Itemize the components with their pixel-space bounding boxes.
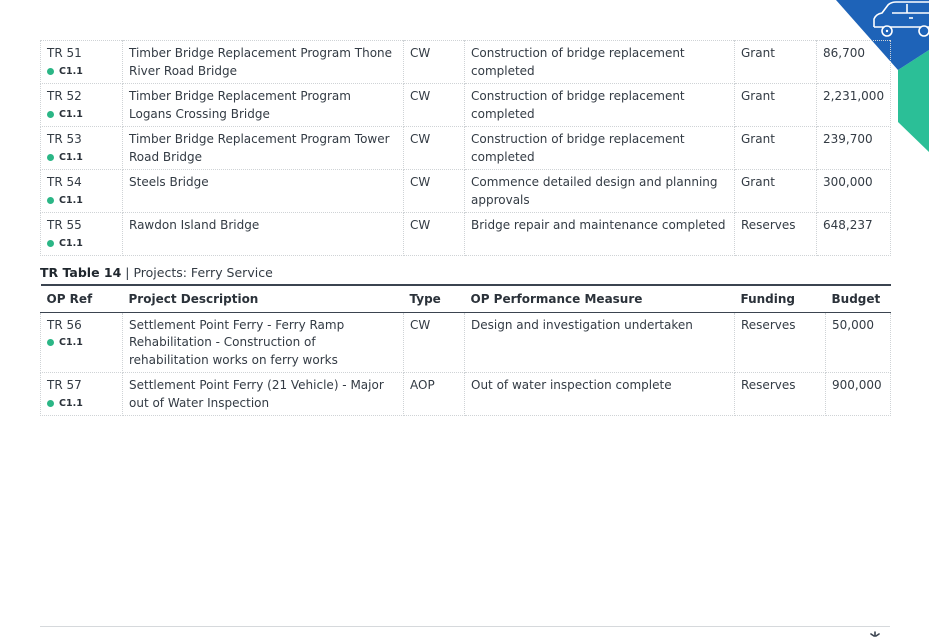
status-dot-icon — [47, 111, 54, 118]
objective-code-label: C1.1 — [59, 194, 83, 206]
header-funding: Funding — [740, 292, 796, 306]
header-op-ref: OP Ref — [46, 292, 93, 306]
type-cell: CW — [404, 84, 465, 127]
op-ref-cell — [41, 373, 123, 416]
budget-cell: 239,700 — [817, 127, 891, 170]
budget-cell: 86,700 — [817, 41, 891, 84]
status-dot-icon — [47, 154, 54, 161]
performance-measure-cell: Design and investigation undertaken — [465, 312, 735, 373]
op-ref: TR 57 — [47, 378, 82, 392]
objective-code — [47, 63, 116, 81]
budget-cell: 50,000 — [826, 312, 891, 373]
objective-code-label: C1.1 — [59, 151, 83, 163]
funding-cell: Reserves — [735, 312, 826, 373]
op-ref-cell — [41, 170, 123, 213]
budget-cell: 2,231,000 — [817, 84, 891, 127]
op-ref: TR 51 — [47, 46, 82, 60]
road-bridges-table — [40, 40, 891, 256]
objective-code-label: C1.1 — [59, 337, 83, 348]
op-ref-cell — [41, 127, 123, 170]
table-row — [41, 127, 891, 170]
objective-code-label: C1.1 — [59, 237, 83, 249]
ferry-service-table — [40, 284, 891, 416]
type-cell: CW — [404, 127, 465, 170]
objective-code — [47, 106, 116, 124]
performance-measure-cell: Commence detailed design and planning approvals — [465, 170, 735, 213]
table-row — [41, 41, 891, 84]
funding-cell: Grant — [735, 170, 817, 213]
performance-measure-cell: Out of water inspection complete — [465, 373, 735, 416]
op-ref: TR 53 — [47, 132, 82, 146]
objective-code-label: C1.1 — [59, 108, 83, 120]
project-description-cell: Timber Bridge Replacement Program Tower Road Bridge — [123, 127, 404, 170]
op-ref: TR 52 — [47, 89, 82, 103]
objective-code-label: C1.1 — [59, 65, 83, 77]
project-description-cell: Settlement Point Ferry (21 Vehicle) - Major out of Water Inspection — [123, 373, 404, 416]
budget-cell: 648,237 — [817, 213, 891, 256]
table-caption — [40, 265, 273, 280]
type-cell: CW — [404, 213, 465, 256]
objective-code — [47, 192, 116, 210]
table-row — [41, 312, 891, 373]
budget-cell: 900,000 — [826, 373, 891, 416]
logo-mark-icon — [868, 631, 882, 641]
op-ref: TR 55 — [47, 218, 82, 232]
op-ref-cell — [41, 312, 123, 373]
op-ref: TR 56 — [47, 317, 82, 332]
type-cell: CW — [404, 312, 465, 373]
status-dot-icon — [47, 197, 54, 204]
status-dot-icon — [47, 240, 54, 247]
type-cell: CW — [404, 170, 465, 213]
performance-measure-cell: Construction of bridge replacement completed — [465, 41, 735, 84]
performance-measure-cell: Construction of bridge replacement completed — [465, 127, 735, 170]
op-ref-cell — [41, 41, 123, 84]
status-dot-icon — [47, 339, 54, 346]
objective-code — [47, 334, 116, 352]
table-row — [41, 84, 891, 127]
funding-cell: Grant — [735, 41, 817, 84]
budget-cell: 300,000 — [817, 170, 891, 213]
op-ref: TR 54 — [47, 175, 82, 189]
caption-label: TR Table 14 — [40, 265, 122, 280]
table-row — [41, 213, 891, 256]
performance-measure-cell: Construction of bridge replacement completed — [465, 84, 735, 127]
funding-cell: Reserves — [735, 213, 817, 256]
funding-cell: Grant — [735, 127, 817, 170]
funding-cell: Reserves — [735, 373, 826, 416]
objective-code — [47, 395, 116, 413]
objective-code-label: C1.1 — [59, 397, 83, 409]
objective-code — [47, 149, 116, 167]
status-dot-icon — [47, 68, 54, 75]
header-budget: Budget — [831, 292, 881, 306]
header-performance-measure: OP Performance Measure — [470, 292, 643, 306]
objective-code — [47, 235, 116, 253]
table-body — [41, 41, 891, 256]
project-description-cell: Rawdon Island Bridge — [123, 213, 404, 256]
project-description-cell: Timber Bridge Replacement Program Logans Crossing Bridge — [123, 84, 404, 127]
table-body — [41, 312, 891, 416]
table-row — [41, 170, 891, 213]
funding-cell: Grant — [735, 84, 817, 127]
performance-measure-cell: Bridge repair and maintenance completed — [465, 213, 735, 256]
project-description-cell: Settlement Point Ferry - Ferry Ramp Rehabilitation - Construction of rehabilitation works on ferry works — [123, 312, 404, 373]
table-row — [41, 373, 891, 416]
op-ref-cell — [41, 213, 123, 256]
project-description-cell: Timber Bridge Replacement Program Thone River Road Bridge — [123, 41, 404, 84]
header-project-description: Project Description — [128, 292, 259, 306]
type-cell: AOP — [404, 373, 465, 416]
op-ref-cell — [41, 84, 123, 127]
header-type: Type — [409, 292, 441, 306]
table-header-row — [41, 285, 891, 312]
status-dot-icon — [47, 400, 54, 407]
caption-title: | Projects: Ferry Service — [121, 265, 273, 280]
type-cell: CW — [404, 41, 465, 84]
project-description-cell: Steels Bridge — [123, 170, 404, 213]
footer-rule — [40, 626, 890, 627]
